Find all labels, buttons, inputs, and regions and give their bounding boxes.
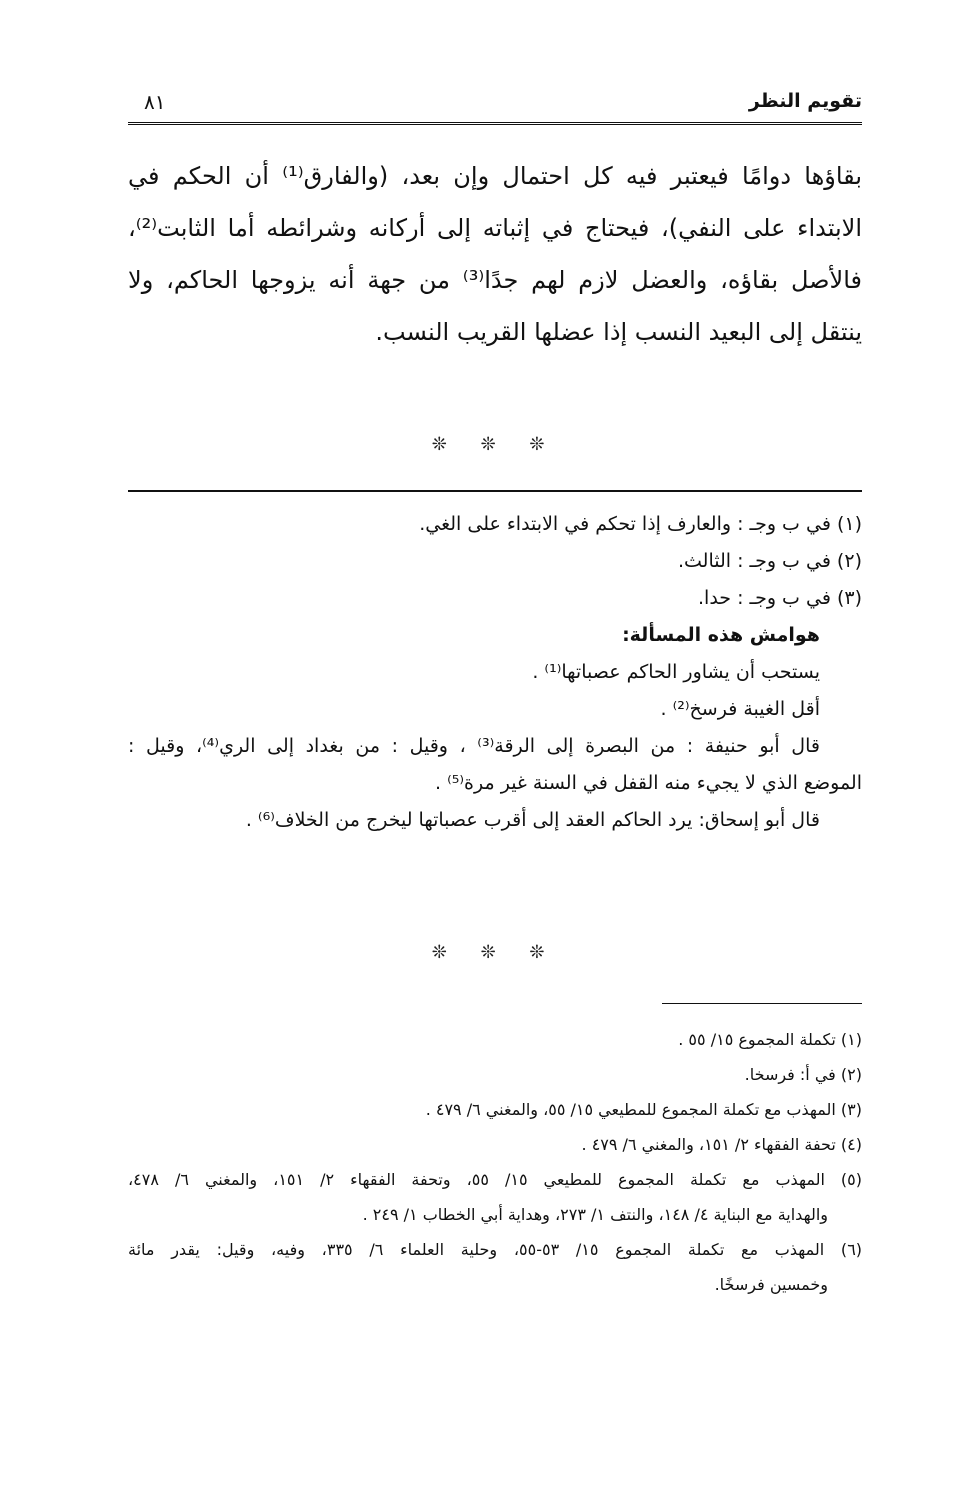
reference-note: (٣) المهذب مع تكملة المجموع للمطيعي ١٥/ ٥٥، والمغني ٦/ ٤٧٩ . — [425, 1100, 862, 1119]
section-separator-bottom: ❊ ❊ ❊ — [431, 942, 559, 963]
running-title: تقويم النظر — [748, 90, 862, 112]
reference-note: (٤) تحفة الفقهاء ٢/ ١٥١، والمغني ٦/ ٤٧٩ . — [581, 1135, 862, 1154]
main-text — [128, 150, 862, 358]
reference-note: (٦) المهذب مع تكملة المجموع ١٥/ ٥٣-٥٥، وحلية العلماء ٦/ ٣٣٥، وفيه، وقيل: يقدر مائة — [128, 1240, 863, 1259]
reference-note: (١) تكملة المجموع ١٥/ ٥٥ . — [678, 1030, 862, 1049]
section-separator-top: ❊ ❊ ❊ — [431, 434, 559, 455]
margin-note: قال أبو إسحاق: يرد الحاكم العقد إلى أقرب عصباتها ليخرج من الخلاف⁽⁶⁾ . — [245, 809, 820, 831]
reference-note: وخمسين فرسخًا. — [714, 1275, 828, 1294]
reference-note: (٥) المهذب مع تكملة المجموع للمطيعي ١٥/ ٥٥، وتحفة الفقهاء ٢/ ١٥١، والمغني ٦/ ٤٧٨، — [128, 1170, 862, 1189]
note-line: (٢) في ب وجـ : الثالث. — [677, 550, 862, 572]
margin-note: الموضع الذي لا يجيء منه القفل في السنة غير مرة⁽⁵⁾ . — [435, 772, 862, 794]
margin-notes-heading: هوامش هذه المسألة: — [622, 624, 820, 646]
note-line: (٣) في ب وجـ : حدا. — [698, 587, 862, 609]
reference-note: والهداية مع البناية ٤/ ١٤٨، والنتف ١/ ٢٧٣، وهداية أبي الخطاب ١/ ٢٤٩ . — [362, 1205, 828, 1224]
footnote-rule — [128, 490, 862, 492]
note-line: (١) في ب وجـ : والعارف إذا تحكم في الابتداء على الغي. — [419, 513, 862, 535]
main-paragraph: بقاؤها دوامًا فيعتبر فيه كل احتمال وإن بعد، (والفارق⁽¹⁾ أن الحكم في الابتداء على النفي)، فيحتاج في إثباته إلى أركانه وشرائطه أما الثابت⁽²⁾، فالأصل بقاؤه، والعضل لازم لهم جدًا⁽³⁾ من جهة أنه يزوجها الحاكم، ولا ينتقل إلى البعيد النسب إذا عضلها القريب النسب. — [128, 162, 863, 346]
header-rule — [128, 122, 862, 125]
secondary-notes — [128, 1022, 862, 1302]
reference-note: (٢) في أ: فرسخا. — [744, 1065, 862, 1084]
margin-note: يستحب أن يشاور الحاكم عصباتها⁽¹⁾ . — [532, 661, 820, 683]
margin-note: أقل الغيبة فرسخ⁽²⁾ . — [660, 698, 820, 720]
page-header — [128, 86, 862, 126]
page-number: ٨١ — [144, 90, 166, 114]
secondary-footnote-rule — [662, 1003, 862, 1004]
margin-note: قال أبو حنيفة : من البصرة إلى الرقة⁽³⁾ ، وقيل : من بغداد إلى الري⁽⁴⁾، وقيل : — [128, 735, 820, 757]
primary-notes — [128, 506, 862, 839]
